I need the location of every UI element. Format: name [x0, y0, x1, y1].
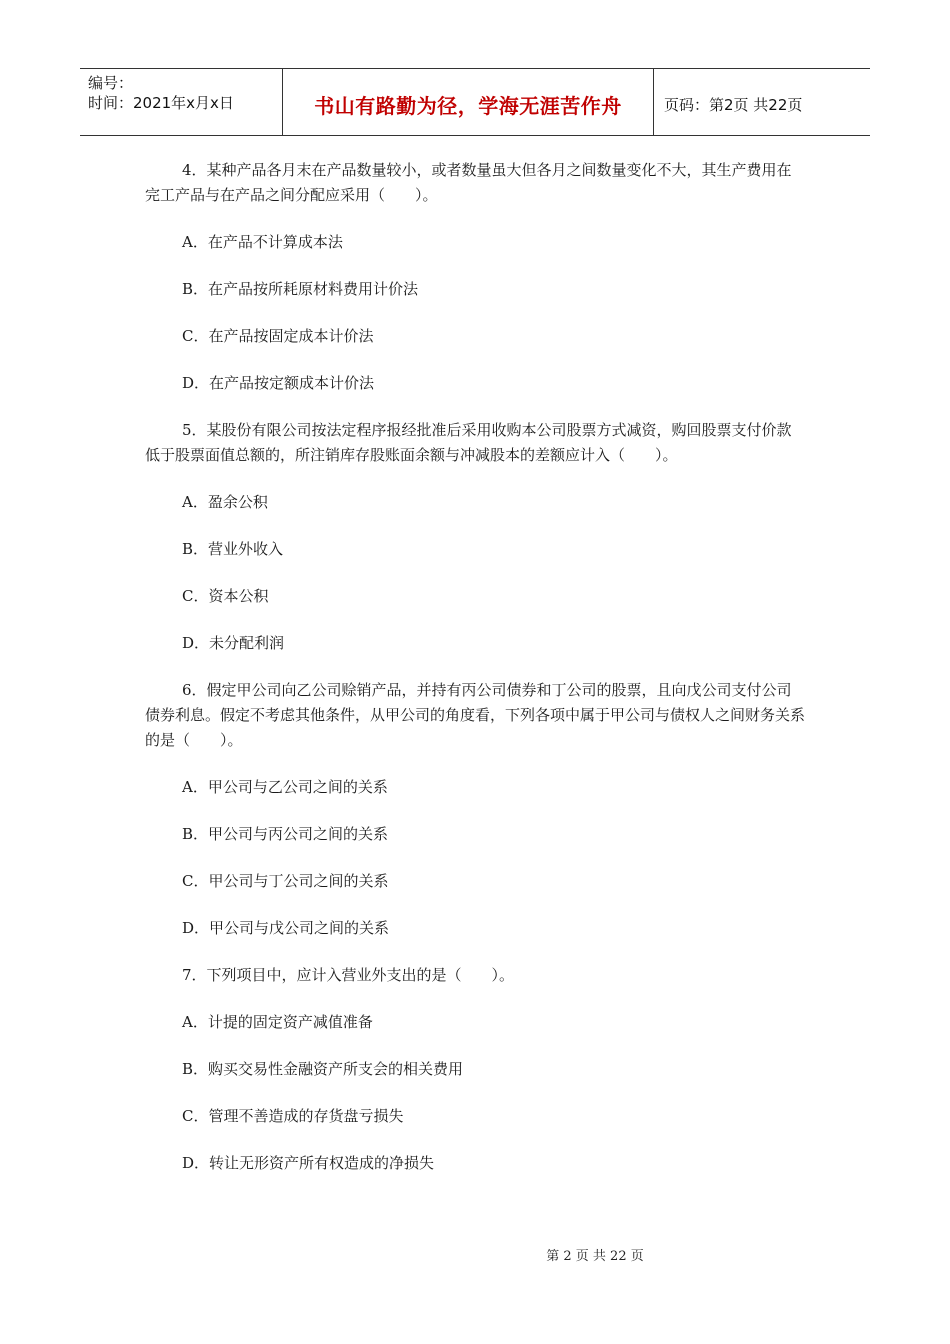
question-6-option-a: A．甲公司与乙公司之间的关系 — [182, 778, 388, 796]
question-4-option-d: D．在产品按定额成本计价法 — [182, 374, 375, 392]
question-7-option-b: B．购买交易性金融资产所支会的相关费用 — [182, 1060, 464, 1078]
question-7-stem: 7．下列项目中，应计入营业外支出的是（ ）。 — [182, 966, 515, 984]
header-number-label: 编号： — [88, 74, 134, 92]
question-4-option-c: C．在产品按固定成本计价法 — [182, 327, 374, 345]
question-5-option-c: C．资本公积 — [182, 587, 269, 605]
question-5-stem: 5．某股份有限公司按法定程序报经批准后采用收购本公司股票方式减资，购回股票支付价款低于股票面值总额的，所注销库存股账面余额与冲减股本的差额应计入（ ）。 — [145, 421, 792, 464]
question-6-option-c: C．甲公司与丁公司之间的关系 — [182, 872, 389, 890]
question-7-option-d: D．转让无形资产所有权造成的净损失 — [182, 1154, 435, 1172]
question-5-option-a: A．盈余公积 — [182, 493, 268, 511]
question-6-option-d: D．甲公司与戊公司之间的关系 — [182, 919, 390, 937]
question-4-option-b: B．在产品按所耗原材料费用计价法 — [182, 280, 419, 298]
question-4-option-a: A．在产品不计算成本法 — [182, 233, 343, 251]
header-page-label: 页码：第2页 共22页 — [664, 95, 803, 114]
header-motto: 书山有路勤为径，学海无涯苦作舟 — [282, 69, 654, 135]
question-7-option-c: C．管理不善造成的存货盘亏损失 — [182, 1107, 404, 1125]
question-6-stem: 6．假定甲公司向乙公司赊销产品，并持有丙公司债券和丁公司的股票，且向戊公司支付公司债券利息。假定不考虑其他条件，从甲公司的角度看，下列各项中属于甲公司与债权人之间财务关系的是（ ）。 — [145, 681, 806, 749]
question-list — [145, 158, 805, 1176]
header-date-label: 时间：2021年x月x日 — [88, 94, 234, 112]
question-6-option-b: B．甲公司与丙公司之间的关系 — [182, 825, 389, 843]
question-7-option-a: A．计提的固定资产减值准备 — [182, 1013, 373, 1031]
page-footer: 第 2 页 共 22 页 — [546, 1249, 644, 1264]
header-meta — [80, 69, 282, 135]
question-5-option-d: D．未分配利润 — [182, 634, 285, 652]
question-4-stem: 4．某种产品各月末在产品数量较小，或者数量虽大但各月之间数量变化不大，其生产费用在完工产品与在产品之间分配应采用（ ）。 — [145, 161, 792, 204]
page-header — [80, 68, 870, 136]
question-5-option-b: B．营业外收入 — [182, 540, 284, 558]
